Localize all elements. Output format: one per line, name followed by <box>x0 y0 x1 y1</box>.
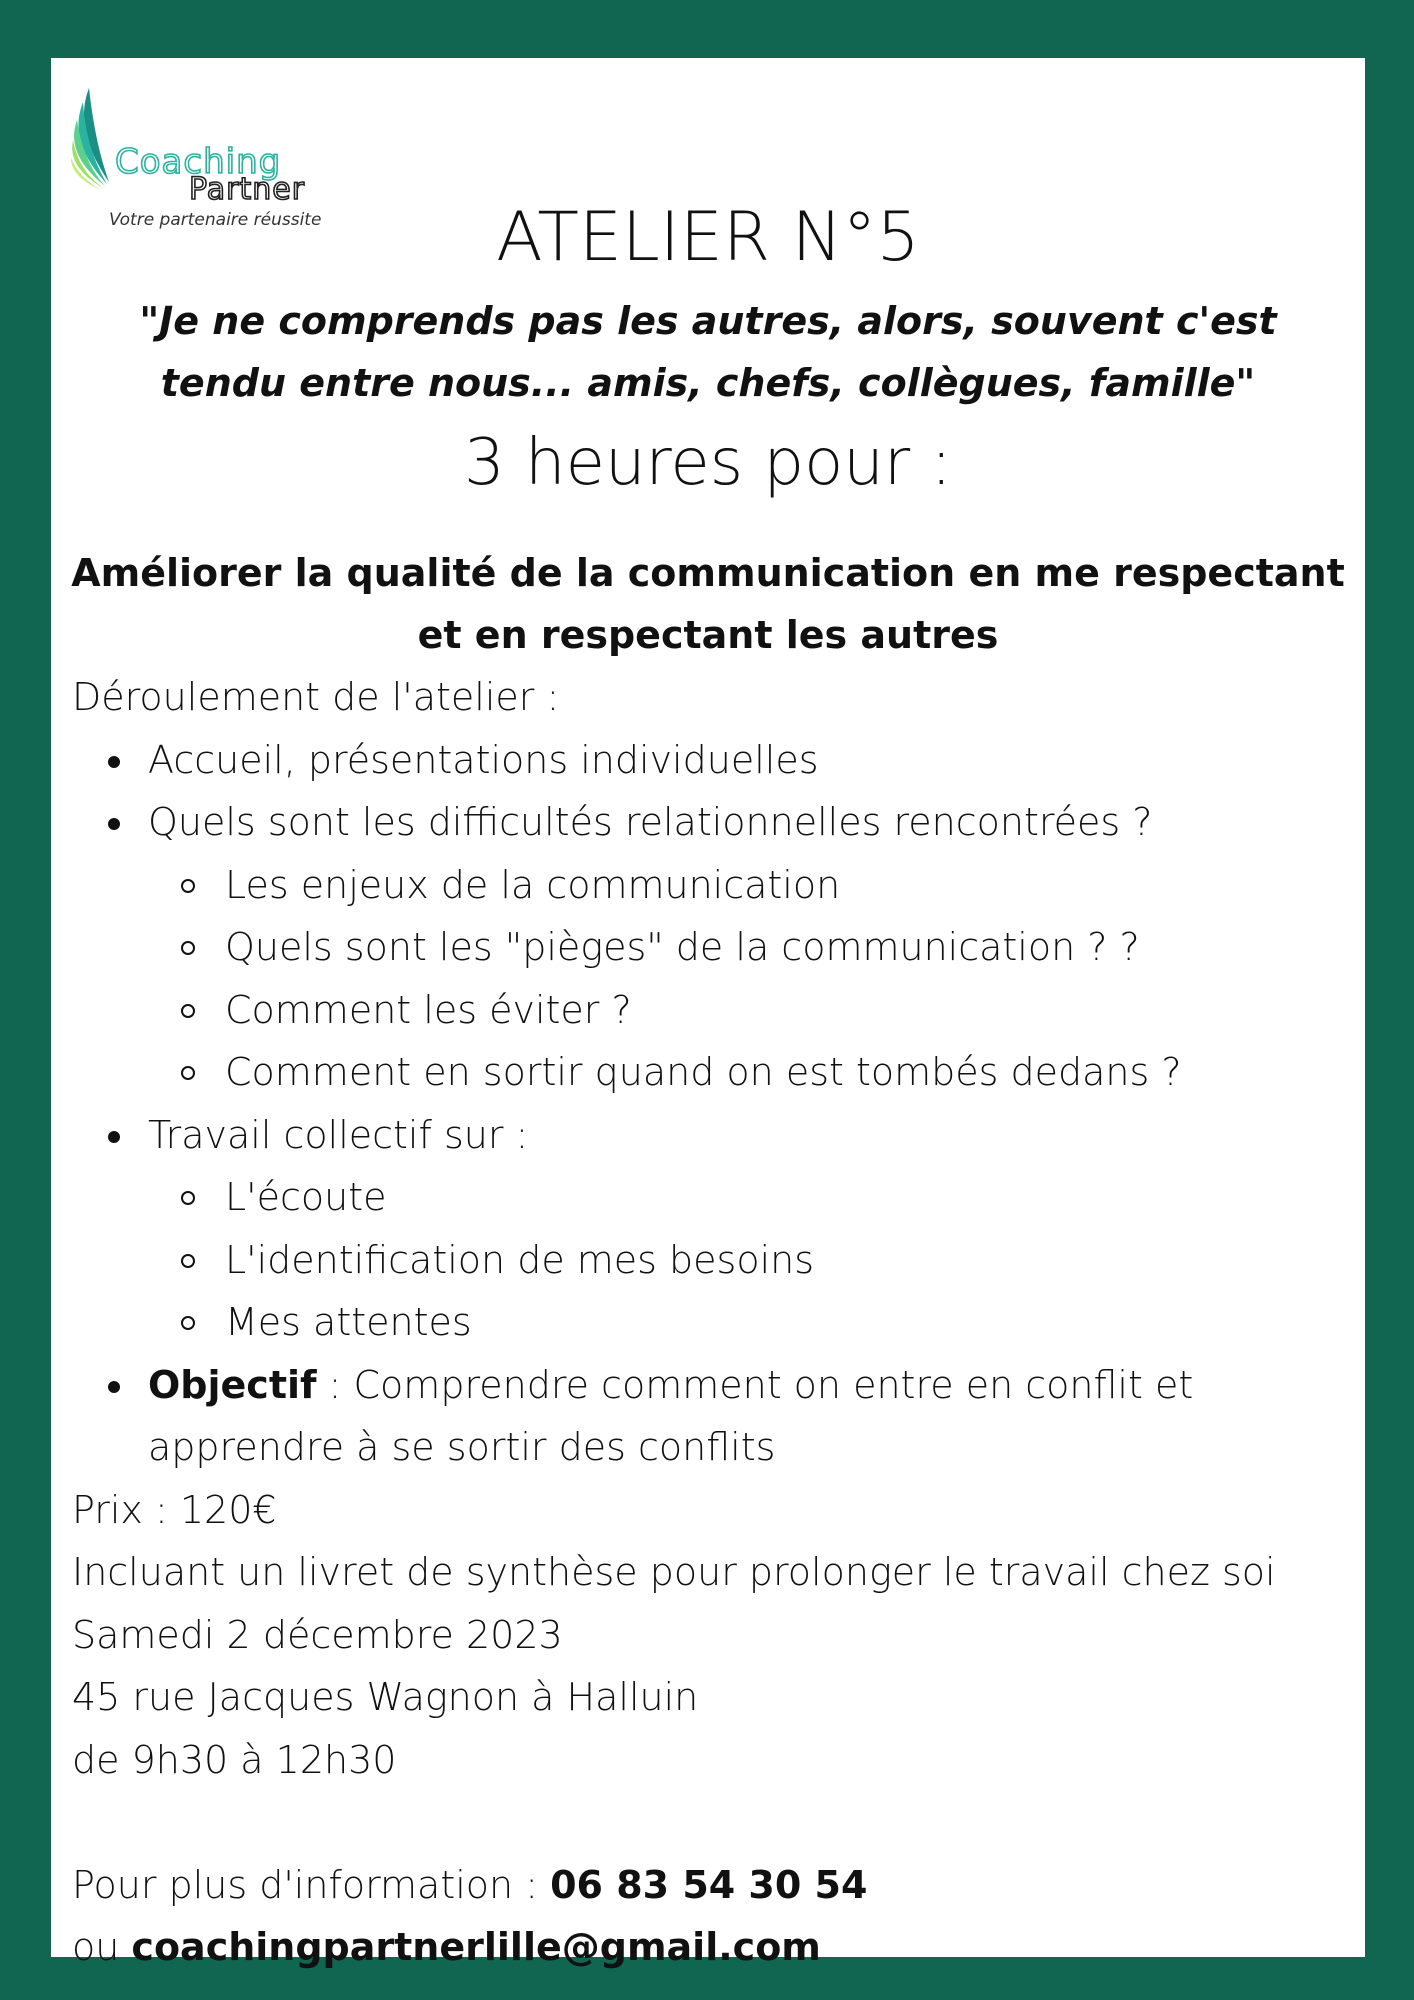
agenda-subitem: L'identification de mes besoins <box>148 1229 1352 1292</box>
workshop-title: ATELIER N°5 <box>496 198 920 277</box>
event-address: 45 rue Jacques Wagnon à Halluin <box>72 1675 699 1719</box>
agenda-list <box>72 729 1352 1479</box>
event-time: de 9h30 à 12h30 <box>72 1737 397 1782</box>
event-date: Samedi 2 décembre 2023 <box>72 1612 563 1657</box>
objective-label: Objectif <box>148 1362 317 1407</box>
objective-text <box>148 1354 1308 1479</box>
flyer-card <box>51 58 1365 1969</box>
workshop-details <box>72 666 1352 1979</box>
contact-or: ou <box>72 1925 132 1969</box>
contact-phone[interactable]: 06 83 54 30 54 <box>550 1862 868 1907</box>
agenda-item-objective <box>72 1354 1352 1479</box>
agenda-item <box>72 791 1352 1104</box>
logo-name-coaching: Coaching <box>115 142 282 182</box>
agenda-heading: Déroulement de l'atelier : <box>72 675 560 719</box>
agenda-item <box>72 729 1352 792</box>
contact-email-line <box>72 1916 1352 1979</box>
agenda-item-label: Accueil, présentations individuelles <box>148 737 819 782</box>
spacer <box>72 1791 1352 1854</box>
duration-heading: 3 heures pour : <box>463 426 953 500</box>
agenda-subitem: L'écoute <box>148 1166 1352 1229</box>
logo-tagline: Votre partenaire réussite <box>109 210 322 230</box>
price: Prix : 120€ <box>72 1487 277 1532</box>
agenda-sublist <box>148 1166 1352 1354</box>
agenda-item-label: Travail collectif sur : <box>148 1112 529 1157</box>
contact-prefix: Pour plus d'information : <box>72 1862 551 1907</box>
objective-description: : Comprendre comment on entre en conflit et apprendre à se sortir des conflits <box>148 1362 1194 1469</box>
agenda-sublist <box>148 854 1352 1104</box>
contact-phone-line <box>72 1854 1352 1917</box>
agenda-item-label: Quels sont les difficultés relationnelles rencontrées ? <box>148 800 1153 844</box>
agenda-subitem: Les enjeux de la communication <box>148 854 1352 917</box>
agenda-subitem: Comment les éviter ? <box>148 979 1352 1042</box>
workshop-quote: "Je ne comprends pas les autres, alors, souvent c'est tendu entre nous... amis, chefs, collègues, famille" <box>139 299 1277 405</box>
agenda-subitem: Quels sont les "pièges" de la communication ? ? <box>148 916 1352 979</box>
included-booklet: Incluant un livret de synthèse pour prolonger le travail chez soi <box>72 1550 1276 1594</box>
logo-name-partner: Partner <box>189 172 306 207</box>
agenda-subitem: Mes attentes <box>148 1291 1352 1354</box>
agenda-subitem: Comment en sortir quand on est tombés dedans ? <box>148 1041 1352 1104</box>
contact-email[interactable]: coachingpartnerlille@gmail.com <box>131 1925 821 1969</box>
agenda-item <box>72 1104 1352 1354</box>
workshop-goal: Améliorer la qualité de la communication en me respectant et en respectant les autres <box>71 551 1345 657</box>
